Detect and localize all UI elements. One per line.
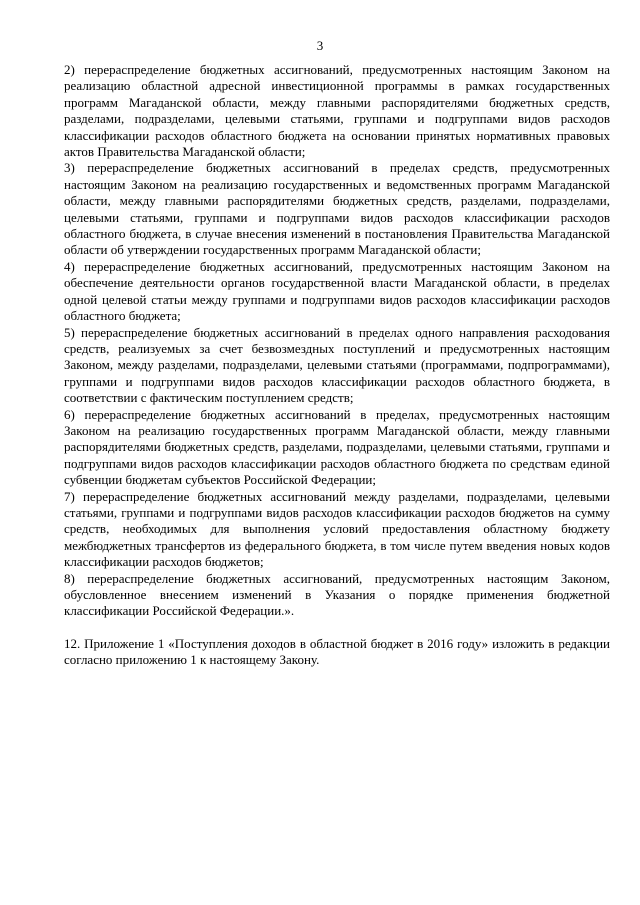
paragraph-point-12: 12. Приложение 1 «Поступления доходов в областной бюджет в 2016 году» изложить в редакции согласно приложению 1 к настоящему Закону. bbox=[64, 635, 610, 668]
document-body bbox=[64, 62, 610, 669]
paragraph-item-5: 5) перераспределение бюджетных ассигнований в пределах одного направления расходования средств, реализуемых за счет безвозмездных поступлений и предусмотренных настоящим Законом, между разделами, подразделами, целевыми статьями (программами, подпрограммами), группами и подгруппами видов расходов классификации расходов областного бюджета, в соответствии с фактическим поступлением средств; bbox=[64, 324, 610, 406]
paragraph-item-3: 3) перераспределение бюджетных ассигнований в пределах средств, предусмотренных настоящим Законом на реализацию государственных и ведомственных программ Магаданской области, между главными распорядителями бюджетных средств, разделами, подразделами, целевыми статьями, группами и подгруппами видов расходов классификации расходов областного бюджета, в случае внесения изменений в постановления Правительства Магаданской области об утверждении государственных программ Магаданской области; bbox=[64, 160, 610, 258]
paragraph-item-4: 4) перераспределение бюджетных ассигнований, предусмотренных настоящим Законом на обеспечение деятельности органов государственной власти Магаданской области, в пределах одной целевой статьи между группами и подгруппами видов расходов классификации расходов областного бюджета; bbox=[64, 258, 610, 324]
paragraph-item-7: 7) перераспределение бюджетных ассигнований между разделами, подразделами, целевыми статьями, группами и подгруппами видов расходов классификации расходов бюджетов на сумму средств, необходимых для выполнения условий предоставления областному бюджету межбюджетных трансфертов из федерального бюджета, в том числе путем введения новых кодов классификации расходов бюджетов; bbox=[64, 488, 610, 570]
paragraph-item-2: 2) перераспределение бюджетных ассигнований, предусмотренных настоящим Законом на реализацию областной адресной инвестиционной программы в рамках государственных программ Магаданской области, между главными распорядителями бюджетных средств, разделами, подразделами, целевыми статьями, группами и подгруппами видов расходов классификации расходов областного бюджета на основании принятых нормативных правовых актов Правительства Магаданской области; bbox=[64, 62, 610, 160]
page-number: 3 bbox=[316, 38, 324, 53]
paragraph-item-6: 6) перераспределение бюджетных ассигнований в пределах, предусмотренных настоящим Законом на реализацию государственных программ Магаданской области, между главными распорядителями бюджетных средств, разделами, подразделами, целевыми статьями, группами и подгруппами видов расходов классификации расходов областного бюджета по средствам единой субвенции бюджетам субъектов Российской Федерации; bbox=[64, 406, 610, 488]
paragraph-item-8: 8) перераспределение бюджетных ассигнований, предусмотренных настоящим Законом, обусловленное внесением изменений в Указания о порядке применения бюджетной классификации Российской Федерации.». bbox=[64, 570, 610, 619]
